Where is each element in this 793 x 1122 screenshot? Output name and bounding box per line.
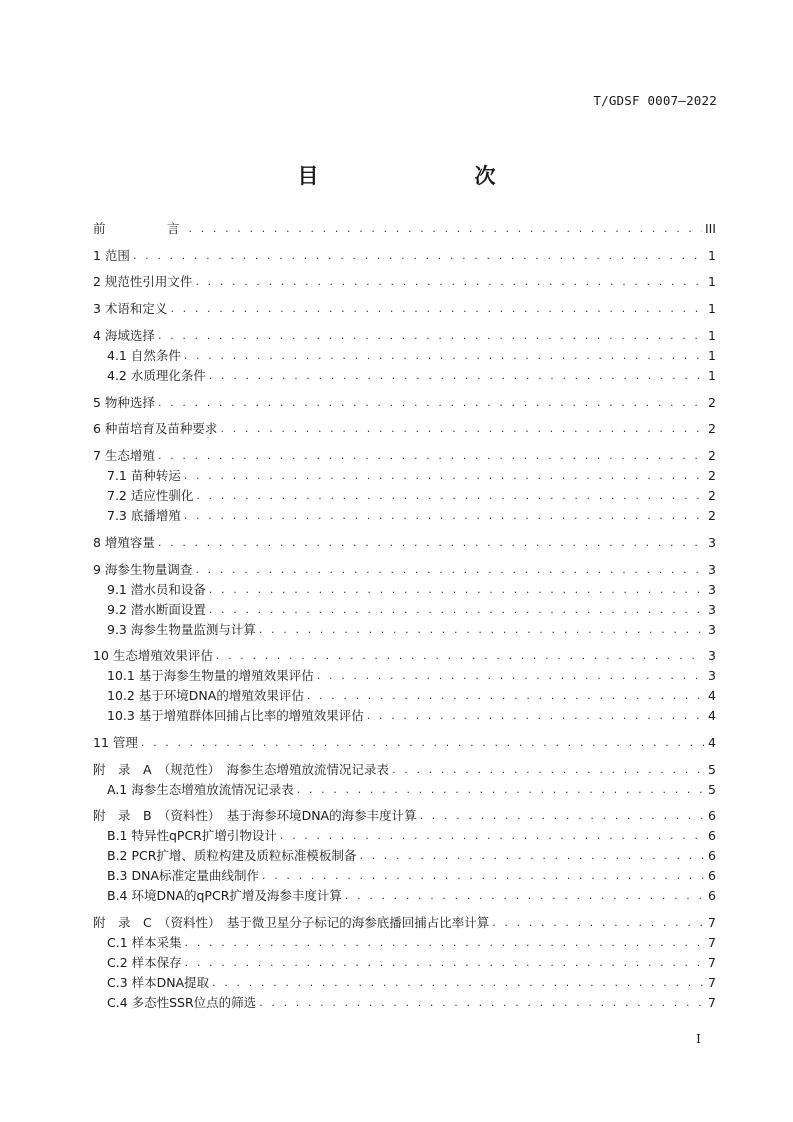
toc-entry-b-4[interactable] (107, 885, 716, 903)
toc-entry-b-1[interactable] (107, 825, 716, 843)
dot-leader (262, 869, 705, 883)
dot-leader (209, 369, 705, 383)
dot-leader (195, 275, 705, 289)
dot-leader (280, 829, 705, 843)
toc-entry-page: 1 (708, 248, 716, 263)
dot-leader (158, 329, 705, 343)
dot-leader (420, 809, 705, 823)
toc-entry-label: 7 生态增殖 (93, 448, 155, 463)
toc-entry-page: 7 (708, 995, 716, 1010)
toc-entry-label: 4.1 自然条件 (107, 348, 181, 363)
toc-entry-page: 3 (708, 622, 716, 637)
toc-entry-c-1[interactable] (107, 932, 716, 950)
toc-entry-page: 7 (708, 955, 716, 970)
dot-leader (209, 583, 705, 597)
toc-entry-page: 2 (708, 468, 716, 483)
toc-entry-page: 6 (708, 888, 716, 903)
toc-entry-7-2[interactable] (107, 485, 716, 503)
toc-entry-label: B.1 特异性qPCR扩增引物设计 (107, 828, 277, 843)
toc-entry-10-2[interactable] (107, 685, 716, 703)
toc-entry-9-3[interactable] (107, 619, 716, 637)
toc-entry-page: 5 (708, 782, 716, 797)
dot-leader (196, 489, 705, 503)
toc-entry-page: III (704, 221, 716, 236)
toc-entry-foreword[interactable] (93, 218, 716, 236)
toc-entry-label: 9.1 潜水员和设备 (107, 582, 206, 597)
toc-entry-label: C.2 样本保存 (107, 955, 182, 970)
toc-entry-c-3[interactable] (107, 972, 716, 990)
toc-entry-label: B.4 环境DNA的qPCR扩增及海参丰度计算 (107, 888, 342, 903)
toc-entry-label: 10 生态增殖效果评估 (93, 648, 213, 663)
toc-entry-9[interactable] (93, 559, 716, 577)
toc-entry-label: 10.1 基于海参生物量的增殖效果评估 (107, 668, 314, 683)
dot-leader (158, 396, 705, 410)
toc-entry-label: 9 海参生物量调查 (93, 562, 193, 577)
toc-entry-label: 9.2 潜水断面设置 (107, 602, 206, 617)
toc-entry-label: B.2 PCR扩增、质粒构建及质粒标准模板制备 (107, 848, 357, 863)
toc-entry-page: 1 (708, 348, 716, 363)
dot-leader (184, 509, 705, 523)
toc-entry-4-2[interactable] (107, 365, 716, 383)
dot-leader (189, 222, 702, 236)
toc-entry-page: 3 (708, 562, 716, 577)
toc-entry-label: 7.1 苗种转运 (107, 468, 181, 483)
toc-entry-page: 4 (708, 735, 716, 750)
dot-leader (185, 956, 705, 970)
toc-entry-label: A.1 海参生态增殖放流情况记录表 (107, 782, 294, 797)
toc-entry-a-1[interactable] (107, 779, 716, 797)
toc-entry-page: 1 (708, 328, 716, 343)
toc-entry-5[interactable] (93, 392, 716, 410)
toc-entry-page: 3 (708, 535, 716, 550)
toc-entry-label: 8 增殖容量 (93, 535, 155, 550)
toc-entry-label: 6 种苗培育及苗种要求 (93, 421, 218, 436)
toc-entry-label: 2 规范性引用文件 (93, 274, 193, 289)
toc-entry-9-1[interactable] (107, 579, 716, 597)
toc-entry-label: 附 录 A （规范性） 海参生态增殖放流情况记录表 (93, 762, 390, 777)
toc-entry-label: 10.3 基于增殖群体回捕占比率的增殖效果评估 (107, 708, 364, 723)
toc-entry-page: 7 (708, 975, 716, 990)
toc-entry-label: 5 物种选择 (93, 395, 155, 410)
toc-entry-appendix-a[interactable] (93, 759, 716, 777)
toc-title: 目 次 (297, 164, 534, 188)
toc-entry-page: 3 (708, 668, 716, 683)
toc-entry-page: 4 (708, 688, 716, 703)
doc-code: T/GDSF 0007—2022 (593, 93, 717, 108)
dot-leader (133, 249, 705, 263)
toc-entry-10-3[interactable] (107, 705, 716, 723)
toc-entry-c-4[interactable] (107, 992, 716, 1010)
toc-entry-page: 2 (708, 488, 716, 503)
dot-leader (367, 709, 705, 723)
toc-entry-label: C.3 样本DNA提取 (107, 975, 210, 990)
toc-entry-page: 3 (708, 648, 716, 663)
toc-entry-label: B.3 DNA标准定量曲线制作 (107, 868, 260, 883)
dot-leader (492, 916, 705, 930)
toc-entry-page: 7 (708, 915, 716, 930)
dot-leader (209, 603, 705, 617)
toc-entry-3[interactable] (93, 298, 716, 316)
dot-leader (317, 669, 705, 683)
toc-entry-page: 6 (708, 848, 716, 863)
toc-entry-label: 11 管理 (93, 735, 138, 750)
toc-entry-page: 3 (708, 602, 716, 617)
toc-entry-page: 2 (708, 448, 716, 463)
toc-entry-label: 前 言 (93, 221, 186, 236)
toc-entry-label: C.4 多态性SSR位点的筛选 (107, 995, 257, 1010)
toc-entry-label: 1 范围 (93, 248, 130, 263)
toc-entry-6[interactable] (93, 418, 716, 436)
toc-entry-page: 6 (708, 828, 716, 843)
dot-leader (297, 783, 705, 797)
toc-entry-page: 3 (708, 582, 716, 597)
toc-entry-7[interactable] (93, 445, 716, 463)
toc-entry-label: 10.2 基于环境DNA的增殖效果评估 (107, 688, 304, 703)
toc-entry-4-1[interactable] (107, 345, 716, 363)
dot-leader (184, 469, 705, 483)
dot-leader (184, 349, 705, 363)
toc-entry-page: 1 (708, 368, 716, 383)
toc-entry-page: 7 (708, 935, 716, 950)
page-number: I (696, 1031, 701, 1046)
toc-entry-label: 9.3 海参生物量监测与计算 (107, 622, 256, 637)
toc-entry-4[interactable] (93, 325, 716, 343)
toc-entry-page: 6 (708, 868, 716, 883)
dot-leader (195, 563, 705, 577)
toc-entry-page: 4 (708, 708, 716, 723)
dot-leader (158, 449, 705, 463)
toc-entry-11[interactable] (93, 732, 716, 750)
toc-entry-7-1[interactable] (107, 465, 716, 483)
toc-entry-appendix-c[interactable] (93, 912, 716, 930)
toc-entry-7-3[interactable] (107, 505, 716, 523)
toc-entry-2[interactable] (93, 271, 716, 289)
dot-leader (259, 996, 705, 1010)
toc-entry-10-1[interactable] (107, 665, 716, 683)
dot-leader (185, 936, 705, 950)
toc-entry-label: 4.2 水质理化条件 (107, 368, 206, 383)
toc-entry-8[interactable] (93, 532, 716, 550)
toc-entry-label: 4 海域选择 (93, 328, 155, 343)
dot-leader (345, 889, 705, 903)
toc-entry-label: 7.3 底播增殖 (107, 508, 181, 523)
dot-leader (170, 302, 705, 316)
dot-leader (392, 763, 705, 777)
toc-entry-c-2[interactable] (107, 952, 716, 970)
toc-entry-label: 附 录 B （资料性） 基于海参环境DNA的海参丰度计算 (93, 808, 417, 823)
dot-leader (216, 649, 705, 663)
toc-entry-label: 附 录 C （资料性） 基于微卫星分子标记的海参底播回捕占比率计算 (93, 915, 490, 930)
toc-entry-10[interactable] (93, 645, 716, 663)
toc-entry-page: 2 (708, 508, 716, 523)
toc-entry-appendix-b[interactable] (93, 805, 716, 823)
toc-entry-page: 1 (708, 274, 716, 289)
toc-entry-label: 3 术语和定义 (93, 301, 168, 316)
toc-entry-page: 5 (708, 762, 716, 777)
toc-entry-1[interactable] (93, 245, 716, 263)
toc-entry-b-2[interactable] (107, 845, 716, 863)
toc-entry-label: 7.2 适应性驯化 (107, 488, 194, 503)
toc-entry-b-3[interactable] (107, 865, 716, 883)
dot-leader (212, 976, 705, 990)
dot-leader (141, 736, 705, 750)
toc-entry-page: 1 (708, 301, 716, 316)
dot-leader (158, 536, 705, 550)
toc-entry-page: 6 (708, 808, 716, 823)
dot-leader (307, 689, 705, 703)
dot-leader (220, 422, 705, 436)
toc-entry-label: C.1 样本采集 (107, 935, 182, 950)
dot-leader (359, 849, 705, 863)
toc-entry-9-2[interactable] (107, 599, 716, 617)
dot-leader (259, 623, 705, 637)
toc-entry-page: 2 (708, 421, 716, 436)
toc-entry-page: 2 (708, 395, 716, 410)
